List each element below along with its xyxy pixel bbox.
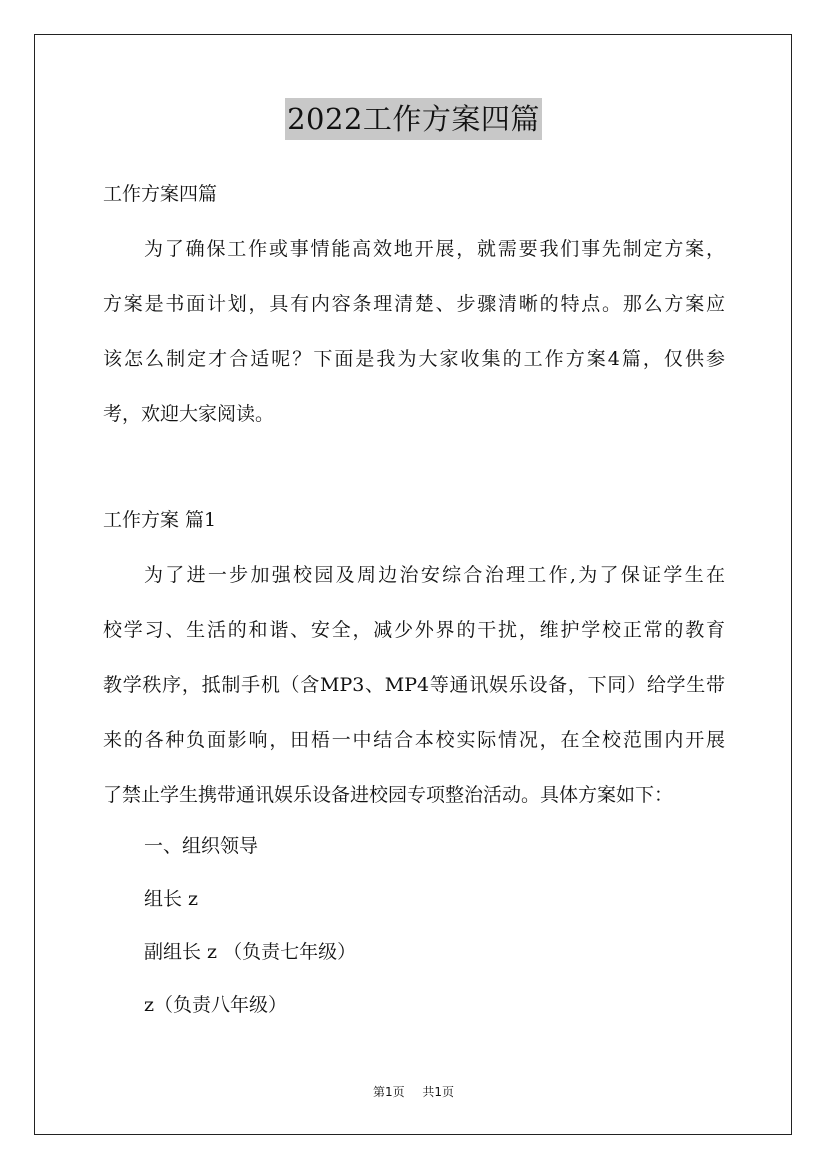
subtitle: 工作方案四篇 <box>103 183 218 205</box>
org-heading: 一、组织领导 <box>144 835 259 857</box>
intro-line-4: 考，欢迎大家阅读。 <box>103 403 275 425</box>
section-line-5: 了禁止学生携带通讯娱乐设备进校园专项整治活动。具体方案如下： <box>103 784 674 806</box>
page-footer <box>0 1084 827 1100</box>
section-line-4: 来的各种负面影响，田梧一中结合本校实际情况，在全校范围内开展 <box>103 729 725 751</box>
title-container <box>0 98 827 140</box>
intro-line-3: 该怎么制定才合适呢？下面是我为大家收集的工作方案4篇，仅供参 <box>103 348 725 370</box>
section-line-1: 为了进一步加强校园及周边治安综合治理工作,为了保证学生在 <box>144 564 725 586</box>
intro-line-1: 为了确保工作或事情能高效地开展，就需要我们事先制定方案， <box>144 238 725 260</box>
section-line-3: 教学秩序，抵制手机（含MP3、MP4等通讯娱乐设备，下同）给学生带 <box>103 674 725 696</box>
section-heading: 工作方案 篇1 <box>103 509 217 531</box>
document-title: 2022工作方案四篇 <box>285 98 542 140</box>
org-item-deputy: 副组长 z （负责七年级） <box>144 941 357 963</box>
page-number: 第1页 <box>373 1085 405 1099</box>
section-line-2: 校学习、生活的和谐、安全，减少外界的干扰，维护学校正常的教育 <box>103 619 725 641</box>
page-total: 共1页 <box>422 1085 454 1099</box>
org-item-grade8: z（负责八年级） <box>144 994 288 1016</box>
intro-line-2: 方案是书面计划，具有内容条理清楚、步骤清晰的特点。那么方案应 <box>103 293 725 315</box>
org-item-leader: 组长 z <box>144 888 199 910</box>
